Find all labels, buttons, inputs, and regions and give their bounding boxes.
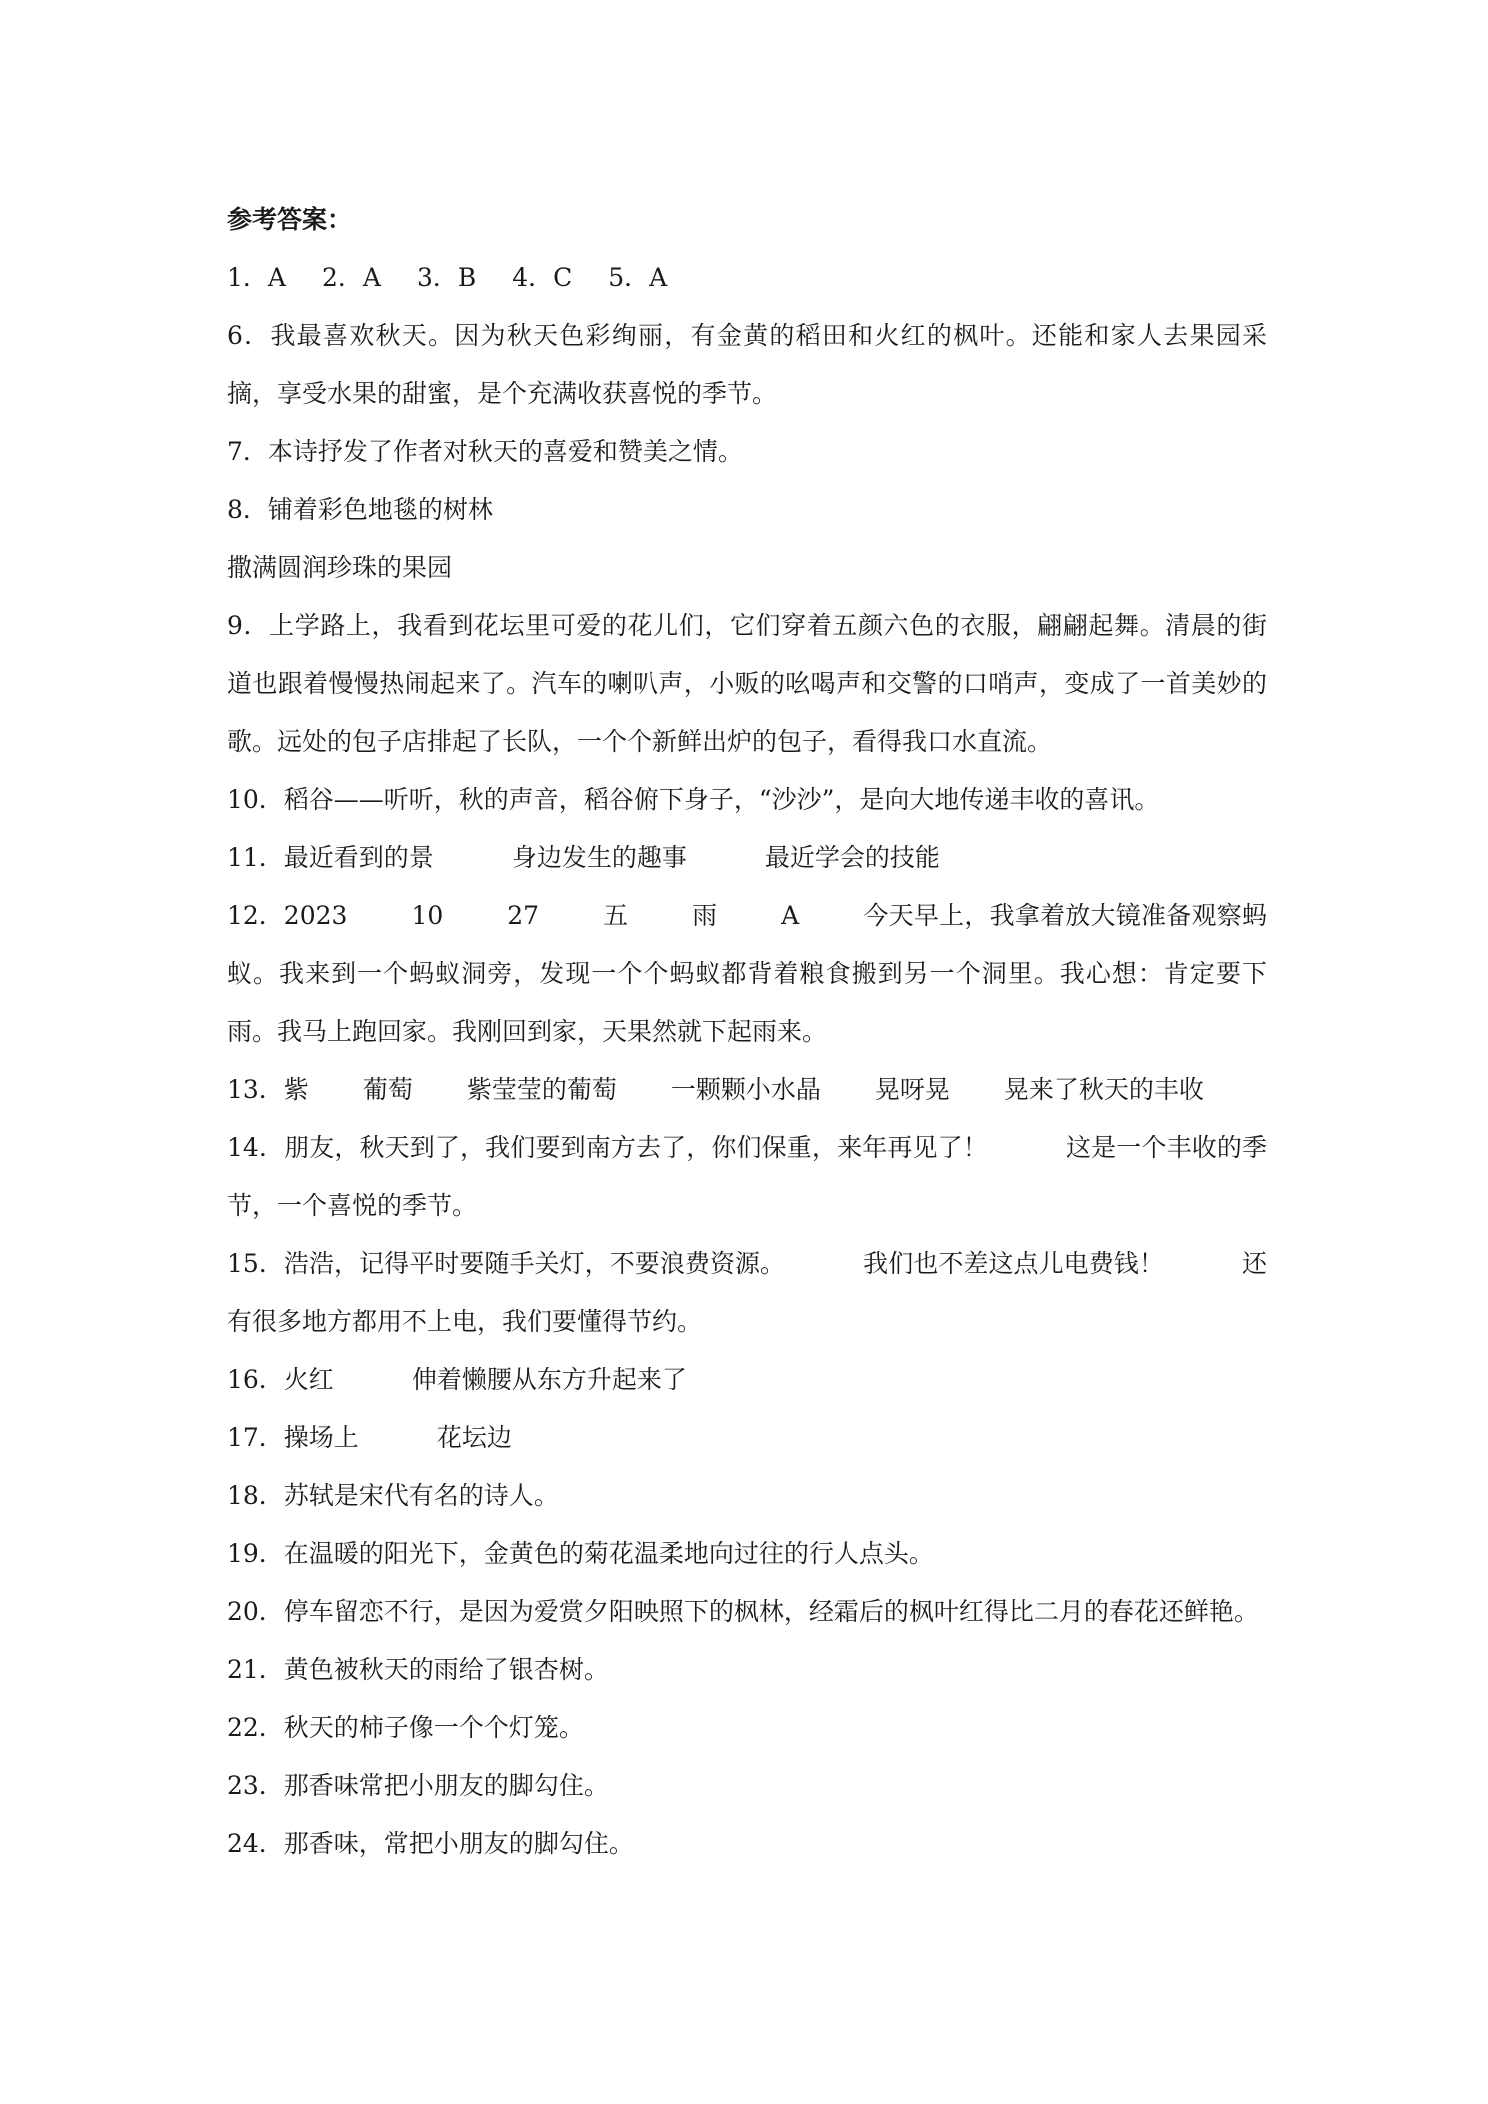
answer-12-day: 27 bbox=[507, 901, 540, 930]
answer-12 bbox=[227, 887, 1267, 1061]
answer-heading: 参考答案： bbox=[227, 205, 353, 234]
answer-4: 4．C bbox=[512, 263, 573, 292]
answer-12-year: 12．2023 bbox=[227, 901, 348, 930]
answer-11-part-1: 11．最近看到的景 bbox=[227, 843, 434, 872]
answer-21: 21．黄色被秋天的雨给了银杏树。 bbox=[227, 1655, 609, 1684]
answer-14 bbox=[227, 1119, 1267, 1235]
answer-13-part-5: 晃呀晃 bbox=[874, 1075, 950, 1104]
answer-14-part-1: 14．朋友，秋天到了，我们要到南方去了，你们保重，来年再见了！ bbox=[227, 1133, 988, 1162]
answer-12-month: 10 bbox=[411, 901, 444, 930]
answer-12-choice: A bbox=[781, 901, 800, 930]
answer-8-line-2: 撒满圆润珍珠的果园 bbox=[227, 553, 453, 582]
answer-17 bbox=[227, 1409, 1267, 1467]
answer-15-part-1: 15．浩浩，记得平时要随手关灯，不要浪费资源。 bbox=[227, 1249, 786, 1278]
answer-13-part-3: 紫莹莹的葡萄 bbox=[466, 1075, 617, 1104]
answer-24: 24．那香味，常把小朋友的脚勾住。 bbox=[227, 1829, 634, 1858]
answer-14-part-2: 这是一个丰收的季节，一个喜悦的季节。 bbox=[227, 1133, 1267, 1220]
answer-1: 1．A bbox=[227, 263, 286, 292]
answer-11-part-3: 最近学会的技能 bbox=[764, 843, 940, 872]
answer-12-weather: 雨 bbox=[692, 901, 718, 930]
answer-20: 20．停车留恋不行，是因为爱赏夕阳映照下的枫林，经霜后的枫叶红得比二月的春花还鲜艳。 bbox=[227, 1597, 1259, 1626]
answer-key bbox=[227, 191, 1267, 1873]
answer-12-weekday: 五 bbox=[603, 901, 629, 930]
answer-22: 22．秋天的柿子像一个个灯笼。 bbox=[227, 1713, 584, 1742]
answer-16-part-1: 16．火红 bbox=[227, 1365, 334, 1394]
answer-18: 18．苏轼是宋代有名的诗人。 bbox=[227, 1481, 559, 1510]
answer-6: 6．我最喜欢秋天。因为秋天色彩绚丽，有金黄的稻田和火红的枫叶。还能和家人去果园采摘，享受水果的甜蜜，是个充满收获喜悦的季节。 bbox=[227, 321, 1267, 408]
answer-15 bbox=[227, 1235, 1267, 1351]
answer-13 bbox=[227, 1061, 1267, 1119]
answer-17-part-2: 花坛边 bbox=[436, 1423, 512, 1452]
answer-13-part-4: 一颗颗小水晶 bbox=[670, 1075, 821, 1104]
answer-17-part-1: 17．操场上 bbox=[227, 1423, 359, 1452]
answer-8-line-1: 8．铺着彩色地毯的树林 bbox=[227, 495, 493, 524]
answer-16-part-2: 伸着懒腰从东方升起来了 bbox=[411, 1365, 687, 1394]
answer-15-part-2: 我们也不差这点儿电费钱！ bbox=[863, 1249, 1164, 1278]
answer-7: 7．本诗抒发了作者对秋天的喜爱和赞美之情。 bbox=[227, 437, 743, 466]
answer-13-part-2: 葡萄 bbox=[362, 1075, 413, 1104]
answer-5: 5．A bbox=[608, 263, 668, 292]
answer-11-part-2: 身边发生的趣事 bbox=[511, 843, 687, 872]
answer-15-part-3: 还有很多地方都用不上电，我们要懂得节约。 bbox=[227, 1249, 1267, 1336]
answer-9: 9．上学路上，我看到花坛里可爱的花儿们，它们穿着五颜六色的衣服，翩翩起舞。清晨的街道也跟着慢慢热闹起来了。汽车的喇叭声，小贩的吆喝声和交警的口哨声，变成了一首美妙的歌。远处的包子店排起了长队，一个个新鲜出炉的包子，看得我口水直流。 bbox=[227, 611, 1267, 756]
answer-10: 10．稻谷——听听，秋的声音，稻谷俯下身子，“沙沙”，是向大地传递丰收的喜讯。 bbox=[227, 785, 1160, 814]
answer-19: 19．在温暖的阳光下，金黄色的菊花温柔地向过往的行人点头。 bbox=[227, 1539, 934, 1568]
answer-13-part-1: 13．紫 bbox=[227, 1075, 309, 1104]
answer-2: 2．A bbox=[321, 263, 381, 292]
answer-11 bbox=[227, 829, 1267, 887]
answer-12-diary: 今天早上，我拿着放大镜准备观察蚂蚁。我来到一个蚂蚁洞旁，发现一个个蚂蚁都背着粮食搬到另一个洞里。我心想：肯定要下雨。我马上跑回家。我刚回到家，天果然就下起雨来。 bbox=[227, 901, 1267, 1046]
answers-1-5 bbox=[227, 249, 1267, 307]
answer-16 bbox=[227, 1351, 1267, 1409]
answer-13-part-6: 晃来了秋天的丰收 bbox=[1003, 1075, 1204, 1104]
answer-23: 23．那香味常把小朋友的脚勾住。 bbox=[227, 1771, 609, 1800]
answer-3: 3．B bbox=[416, 263, 477, 292]
